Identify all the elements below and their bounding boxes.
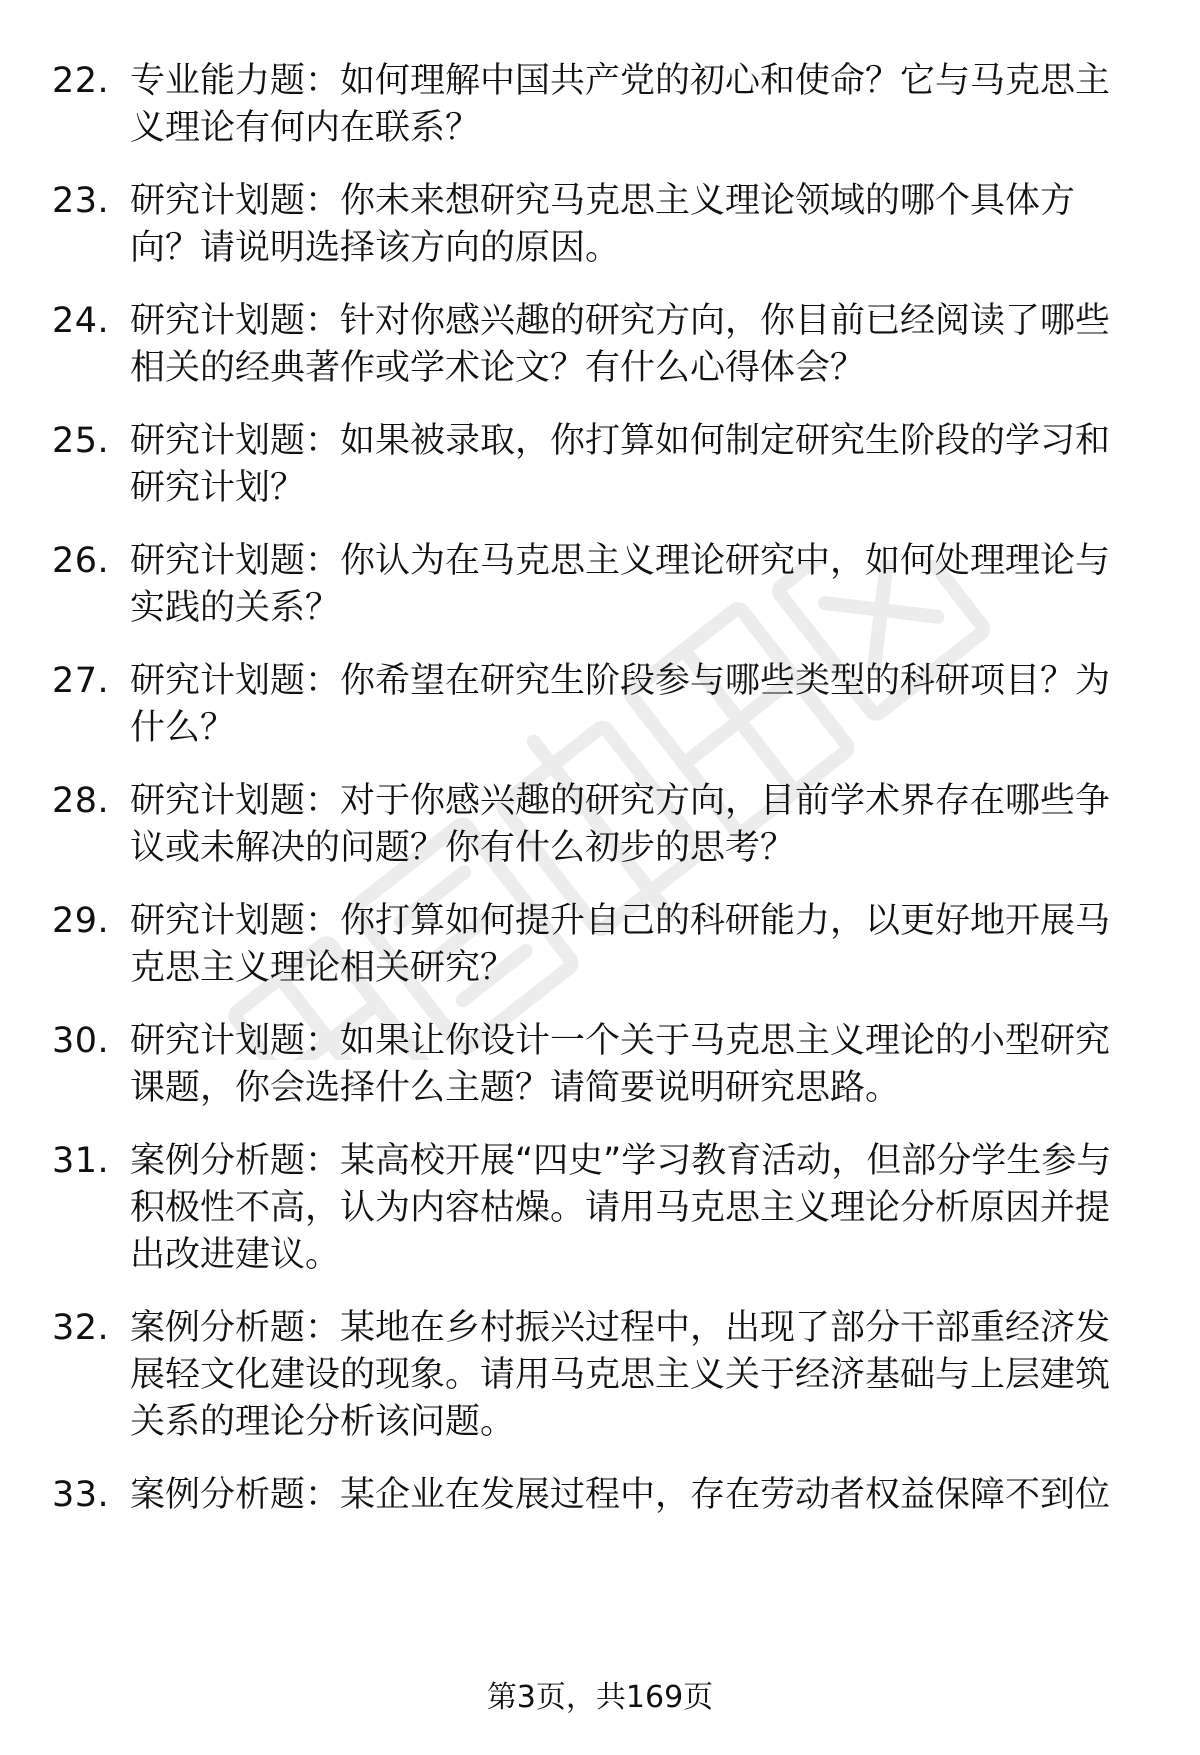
question-text: 研究计划题：你打算如何提升自己的科研能力，以更好地开展马克思主义理论相关研究？ xyxy=(130,901,1111,988)
question-number: 31. xyxy=(52,1141,110,1181)
question-number: 28. xyxy=(52,781,110,821)
question-number: 22. xyxy=(52,61,110,101)
question-text: 研究计划题：你认为在马克思主义理论研究中，如何处理理论与实践的关系？ xyxy=(130,541,1111,628)
question-text: 研究计划题：如果被录取，你打算如何制定研究生阶段的学习和研究计划？ xyxy=(130,421,1111,508)
question-text: 研究计划题：对于你感兴趣的研究方向，目前学术界存在哪些争议或未解决的问题？你有什么初步的思考？ xyxy=(130,781,1111,868)
question-text: 研究计划题：针对你感兴趣的研究方向，你目前已经阅读了哪些相关的经典著作或学术论文？有什么心得体会？ xyxy=(130,301,1111,388)
question-list xyxy=(52,58,1142,1545)
question-item xyxy=(52,418,1142,512)
question-number: 25. xyxy=(52,421,110,461)
question-number: 27. xyxy=(52,661,110,701)
question-item xyxy=(52,1472,1142,1519)
question-text: 专业能力题：如何理解中国共产党的初心和使命？它与马克思主义理论有何内在联系？ xyxy=(130,61,1111,148)
question-item xyxy=(52,1305,1142,1446)
question-item xyxy=(52,778,1142,872)
question-text: 研究计划题：你希望在研究生阶段参与哪些类型的科研项目？为什么？ xyxy=(130,661,1111,748)
question-number: 30. xyxy=(52,1021,110,1061)
question-number: 23. xyxy=(52,181,110,221)
question-number: 32. xyxy=(52,1308,110,1348)
question-text: 案例分析题：某地在乡村振兴过程中，出现了部分干部重经济发展轻文化建设的现象。请用马克思主义关于经济基础与上层建筑关系的理论分析该问题。 xyxy=(130,1308,1111,1442)
question-item xyxy=(52,298,1142,392)
question-item xyxy=(52,58,1142,152)
question-item xyxy=(52,538,1142,632)
question-text: 研究计划题：如果让你设计一个关于马克思主义理论的小型研究课题，你会选择什么主题？请简要说明研究思路。 xyxy=(130,1021,1111,1108)
question-text: 研究计划题：你未来想研究马克思主义理论领域的哪个具体方向？请说明选择该方向的原因。 xyxy=(130,181,1076,268)
question-item xyxy=(52,898,1142,992)
question-number: 26. xyxy=(52,541,110,581)
question-item xyxy=(52,178,1142,272)
question-number: 24. xyxy=(52,301,110,341)
question-text: 案例分析题：某企业在发展过程中，存在劳动者权益保障不到位 xyxy=(130,1475,1111,1515)
page-footer: 第3页，共169页 xyxy=(486,1680,714,1715)
question-item xyxy=(52,1138,1142,1279)
question-text: 案例分析题：某高校开展“四史”学习教育活动，但部分学生参与积极性不高，认为内容枯燥。请用马克思主义理论分析原因并提出改进建议。 xyxy=(130,1141,1112,1275)
question-number: 33. xyxy=(52,1475,110,1515)
question-number: 29. xyxy=(52,901,110,941)
question-item xyxy=(52,658,1142,752)
question-item xyxy=(52,1018,1142,1112)
